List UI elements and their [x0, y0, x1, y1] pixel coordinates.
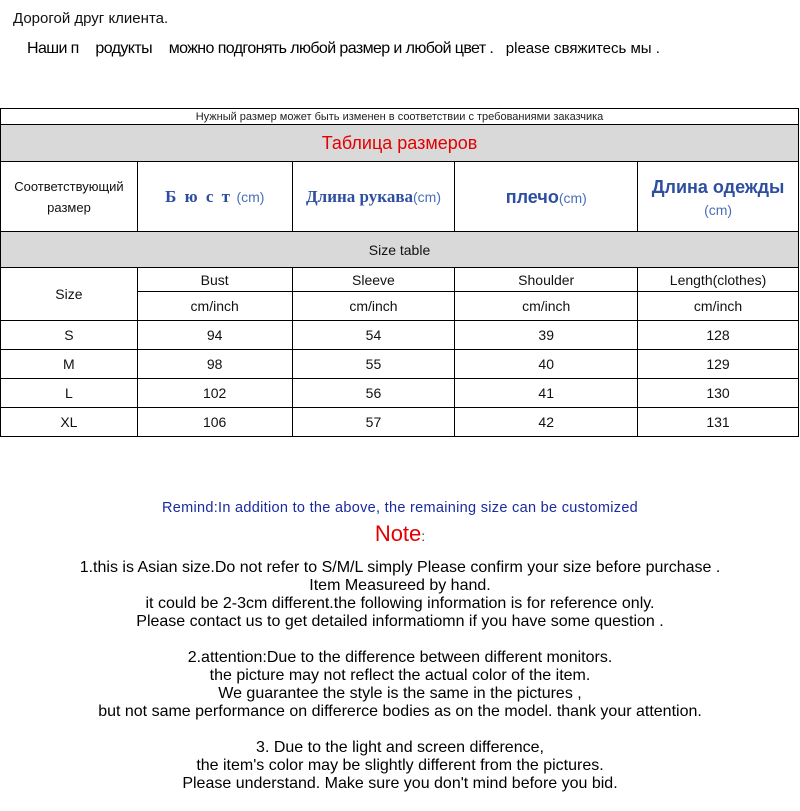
note-title-colon: :: [421, 528, 426, 544]
note-line: 3. Due to the light and screen difference,: [256, 739, 544, 756]
unit-bust: cm/inch: [137, 292, 292, 321]
size-label-cell: Size: [1, 268, 138, 321]
ru-header-length-name: Длина одежды: [651, 176, 785, 197]
length-cell: 130: [638, 379, 799, 408]
unit-length: cm/inch: [638, 292, 799, 321]
ru-size-label: [1, 162, 138, 233]
greeting-text: Дорогой друг клиента.: [13, 10, 169, 27]
customization-part1: Наши п: [27, 40, 79, 57]
note-line: 1.this is Asian size.Do not refer to S/M/L simply Please confirm your size before purchase .: [79, 559, 721, 576]
sleeve-cell: 56: [292, 379, 455, 408]
ru-header-shoulder-unit: (cm): [558, 189, 587, 206]
ru-header-sleeve: [292, 162, 455, 233]
note-line: Please contact us to get detailed informatiomn if you have some question .: [136, 613, 664, 630]
unit-sleeve: cm/inch: [292, 292, 455, 321]
ru-header-shoulder-name: плечо: [505, 186, 559, 207]
length-cell: 128: [638, 321, 799, 350]
ru-header-length-unit: (cm): [704, 201, 733, 218]
note-line: Item Measureed by hand.: [309, 577, 491, 594]
shoulder-cell: 41: [455, 379, 638, 408]
ru-header-bust-unit: (cm): [236, 189, 265, 205]
ru-header-bust-name: Б ю с т: [165, 187, 232, 206]
customization-text: [27, 40, 660, 58]
table-row: [1, 408, 799, 437]
note-paragraph-2: [0, 649, 800, 721]
header-length: Length(clothes): [638, 268, 799, 292]
note-paragraph-1: [0, 559, 800, 631]
size-cell: L: [1, 379, 138, 408]
size-cell: XL: [1, 408, 138, 437]
sleeve-cell: 55: [292, 350, 455, 379]
customization-part3: можно подгонять любой размер и любой цвет .: [168, 40, 494, 57]
ru-header-sleeve-name: Длина рукава: [305, 187, 414, 206]
customization-part2: родукты: [95, 40, 153, 57]
size-cell: M: [1, 350, 138, 379]
header-sleeve: Sleeve: [292, 268, 455, 292]
note-line: the picture may not reflect the actual color of the item.: [209, 667, 591, 684]
shoulder-cell: 42: [455, 408, 638, 437]
shoulder-cell: 39: [455, 321, 638, 350]
size-cell: S: [1, 321, 138, 350]
russian-size-table: [0, 108, 799, 233]
note-line: it could be 2-3cm different.the following information is for reference only.: [145, 595, 655, 612]
shoulder-cell: 40: [455, 350, 638, 379]
unit-shoulder: cm/inch: [455, 292, 638, 321]
remind-text: Remind:In addition to the above, the remaining size can be customized: [161, 500, 639, 516]
customization-part4: please свяжитесь мы .: [505, 40, 660, 57]
bust-cell: 102: [137, 379, 292, 408]
ru-header-length: [638, 162, 799, 233]
note-line: the item's color may be slightly different from the pictures.: [196, 757, 604, 774]
length-cell: 131: [638, 408, 799, 437]
header-bust: Bust: [137, 268, 292, 292]
ru-header-bust: [137, 162, 292, 233]
sleeve-cell: 57: [292, 408, 455, 437]
note-line: 2.attention:Due to the difference between different monitors.: [187, 649, 613, 666]
ru-size-label-line2: размер: [47, 200, 91, 215]
size-table: [0, 231, 799, 437]
ru-table-note: Нужный размер может быть изменен в соответствии с требованиями заказчика: [1, 109, 799, 125]
note-title-text: Note: [374, 521, 422, 546]
note-title: [0, 521, 800, 547]
note-paragraphs: [0, 559, 800, 811]
ru-size-label-line1: Соответствующий: [14, 179, 124, 194]
note-line: Please understand. Make sure you don't mind before you bid.: [182, 775, 618, 792]
header-shoulder: Shoulder: [455, 268, 638, 292]
note-line: but not same performance on differerce bodies as on the model. thank your attention.: [98, 703, 702, 720]
size-table-caption: Size table: [1, 232, 799, 268]
length-cell: 129: [638, 350, 799, 379]
ru-header-shoulder: [455, 162, 638, 233]
note-paragraph-3: [0, 739, 800, 793]
bust-cell: 106: [137, 408, 292, 437]
bust-cell: 94: [137, 321, 292, 350]
table-row: [1, 321, 799, 350]
ru-table-title: Таблица размеров: [1, 125, 799, 162]
ru-header-sleeve-unit: (cm): [413, 189, 442, 205]
note-line: We guarantee the style is the same in the pictures ,: [218, 685, 582, 702]
bust-cell: 98: [137, 350, 292, 379]
sleeve-cell: 54: [292, 321, 455, 350]
table-row: [1, 350, 799, 379]
table-row: [1, 379, 799, 408]
